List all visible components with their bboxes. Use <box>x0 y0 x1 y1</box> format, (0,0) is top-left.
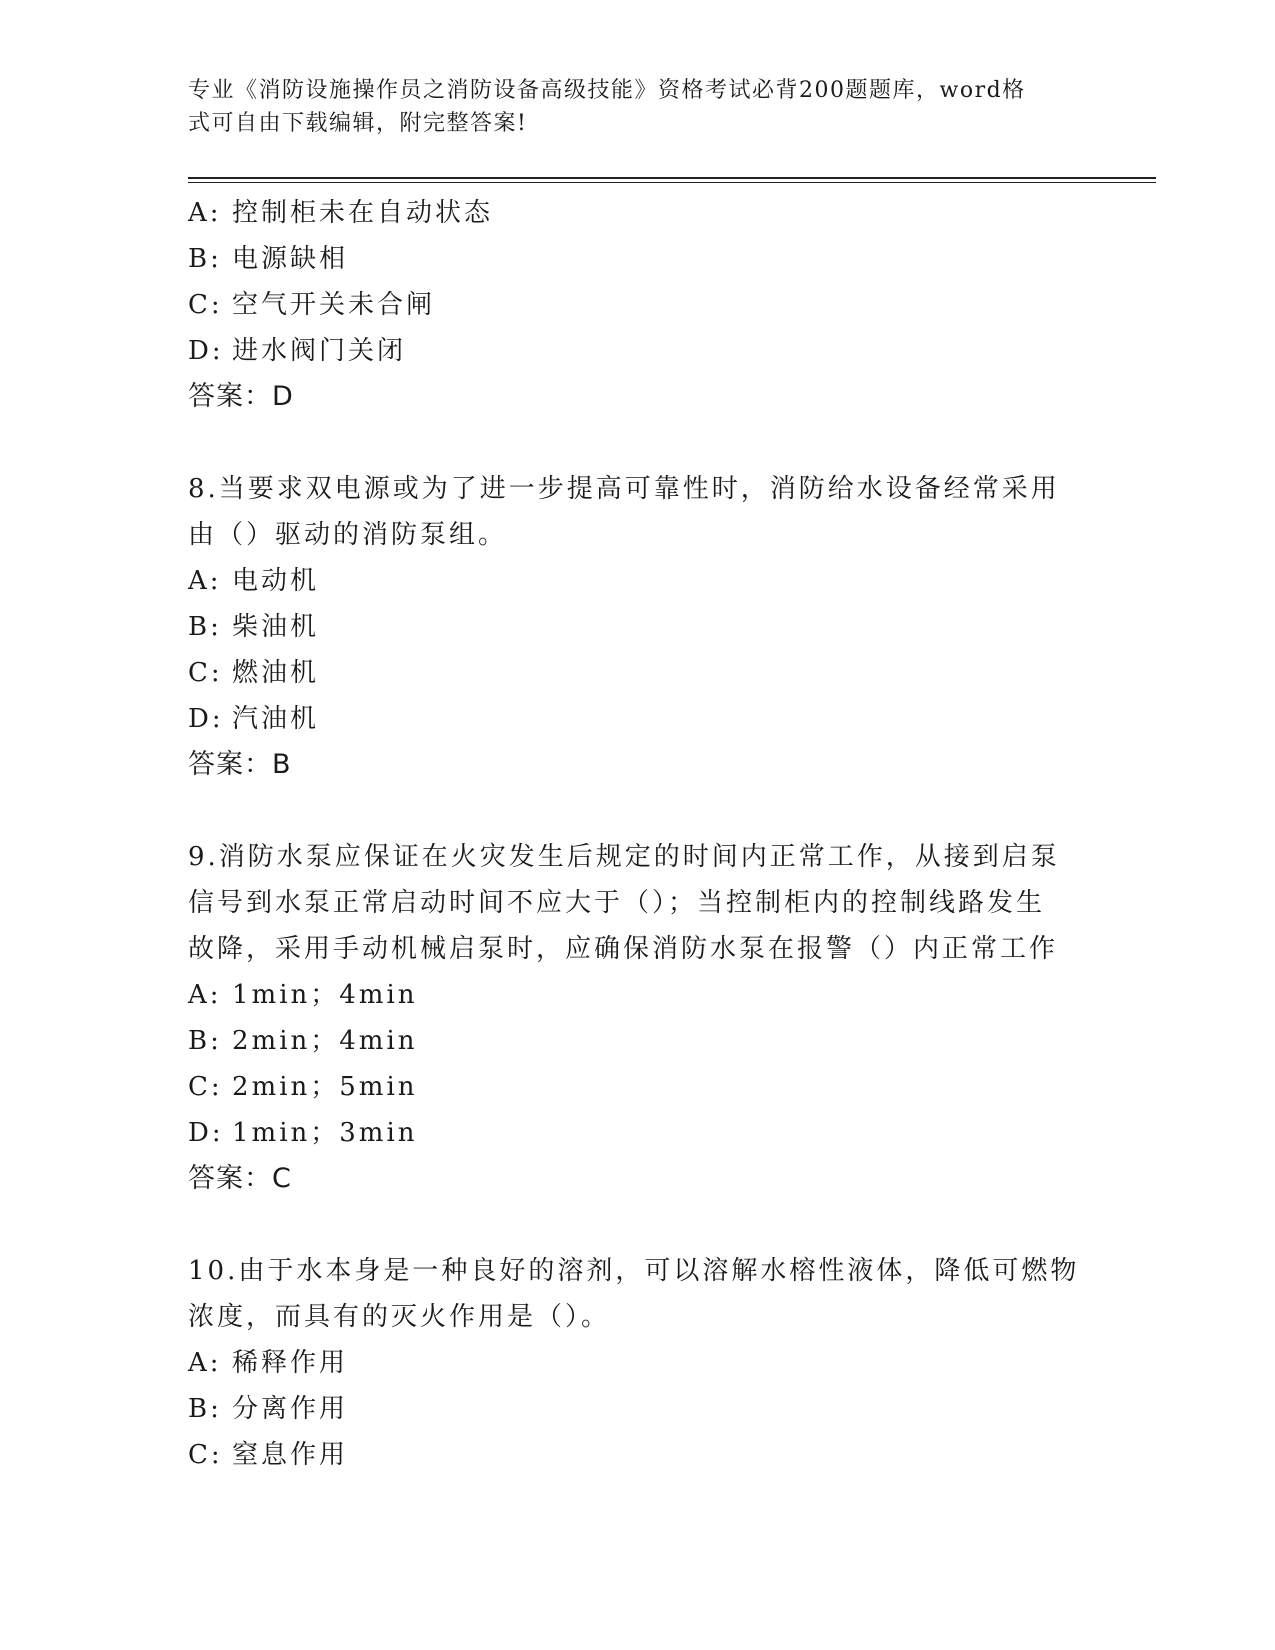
option-text: 窒息作用 <box>232 1440 349 1470</box>
option-d <box>188 696 1088 742</box>
option-letter: C: <box>188 290 223 320</box>
answer: 答案：B <box>188 749 292 780</box>
option-text: 控制柜未在自动状态 <box>232 198 494 228</box>
option-text: 空气开关未合闸 <box>232 290 436 320</box>
option-letter: C: <box>188 1440 223 1470</box>
answer: 答案：C <box>188 1163 292 1194</box>
option-letter: B: <box>188 1394 222 1424</box>
option-d <box>188 328 1088 374</box>
question-8 <box>188 466 1088 788</box>
option-a <box>188 972 1088 1018</box>
option-c <box>188 282 1088 328</box>
option-letter: C: <box>188 1072 223 1102</box>
option-a <box>188 190 1088 236</box>
option-text: 1min；4min <box>232 980 418 1010</box>
option-a <box>188 1340 1088 1386</box>
option-b <box>188 1018 1088 1064</box>
option-letter: B: <box>188 1026 222 1056</box>
option-b <box>188 1386 1088 1432</box>
option-c <box>188 650 1088 696</box>
question-text-line: 由（）驱动的消防泵组。 <box>188 520 508 550</box>
document-header <box>188 74 1073 140</box>
question-10 <box>188 1248 1088 1478</box>
answer: 答案：D <box>188 381 294 412</box>
option-text: 进水阀门关闭 <box>232 336 407 366</box>
option-b <box>188 604 1088 650</box>
option-text: 1min；3min <box>232 1118 418 1148</box>
question-7 <box>188 190 1088 420</box>
option-text: 2min；5min <box>232 1072 418 1102</box>
option-text: 燃油机 <box>232 658 320 688</box>
option-a <box>188 558 1088 604</box>
option-text: 2min；4min <box>232 1026 418 1056</box>
option-letter: C: <box>188 658 223 688</box>
question-text-line: 故降，采用手动机械启泵时，应确保消防水泵在报警（）内正常工作 <box>188 934 1059 964</box>
option-letter: D: <box>188 1118 224 1148</box>
option-letter: A: <box>188 566 222 596</box>
option-letter: D: <box>188 704 224 734</box>
option-letter: B: <box>188 244 222 274</box>
header-line-2: 式可自由下载编辑，附完整答案! <box>188 111 528 136</box>
question-text-line: 浓度，而具有的灭火作用是（）。 <box>188 1302 611 1332</box>
header-divider-thin <box>188 182 1156 183</box>
option-b <box>188 236 1088 282</box>
option-text: 电动机 <box>232 566 320 596</box>
question-text-line: 10.由于水本身是一种良好的溶剂，可以溶解水榕性液体，降低可燃物 <box>188 1256 1080 1286</box>
option-text: 电源缺相 <box>232 244 349 274</box>
option-text: 汽油机 <box>232 704 320 734</box>
option-d <box>188 1110 1088 1156</box>
option-letter: A: <box>188 980 222 1010</box>
question-text-line: 8.当要求双电源或为了进一步提高可靠性时，消防给水设备经常采用 <box>188 474 1060 504</box>
option-c <box>188 1432 1088 1478</box>
option-text: 稀释作用 <box>232 1348 349 1378</box>
header-divider <box>188 177 1156 179</box>
header-line-1: 专业《消防设施操作员之消防设备高级技能》资格考试必背200题题库，word格 <box>188 78 1026 103</box>
option-letter: A: <box>188 198 222 228</box>
question-9 <box>188 834 1088 1202</box>
question-text-line: 信号到水泵正常启动时间不应大于（）；当控制柜内的控制线路发生 <box>188 888 1046 918</box>
question-text-line: 9.消防水泵应保证在火灾发生后规定的时间内正常工作，从接到启泵 <box>188 842 1060 872</box>
option-letter: A: <box>188 1348 222 1378</box>
option-c <box>188 1064 1088 1110</box>
question-list <box>188 190 1088 1478</box>
option-text: 柴油机 <box>232 612 320 642</box>
option-text: 分离作用 <box>232 1394 349 1424</box>
option-letter: D: <box>188 336 224 366</box>
option-letter: B: <box>188 612 222 642</box>
